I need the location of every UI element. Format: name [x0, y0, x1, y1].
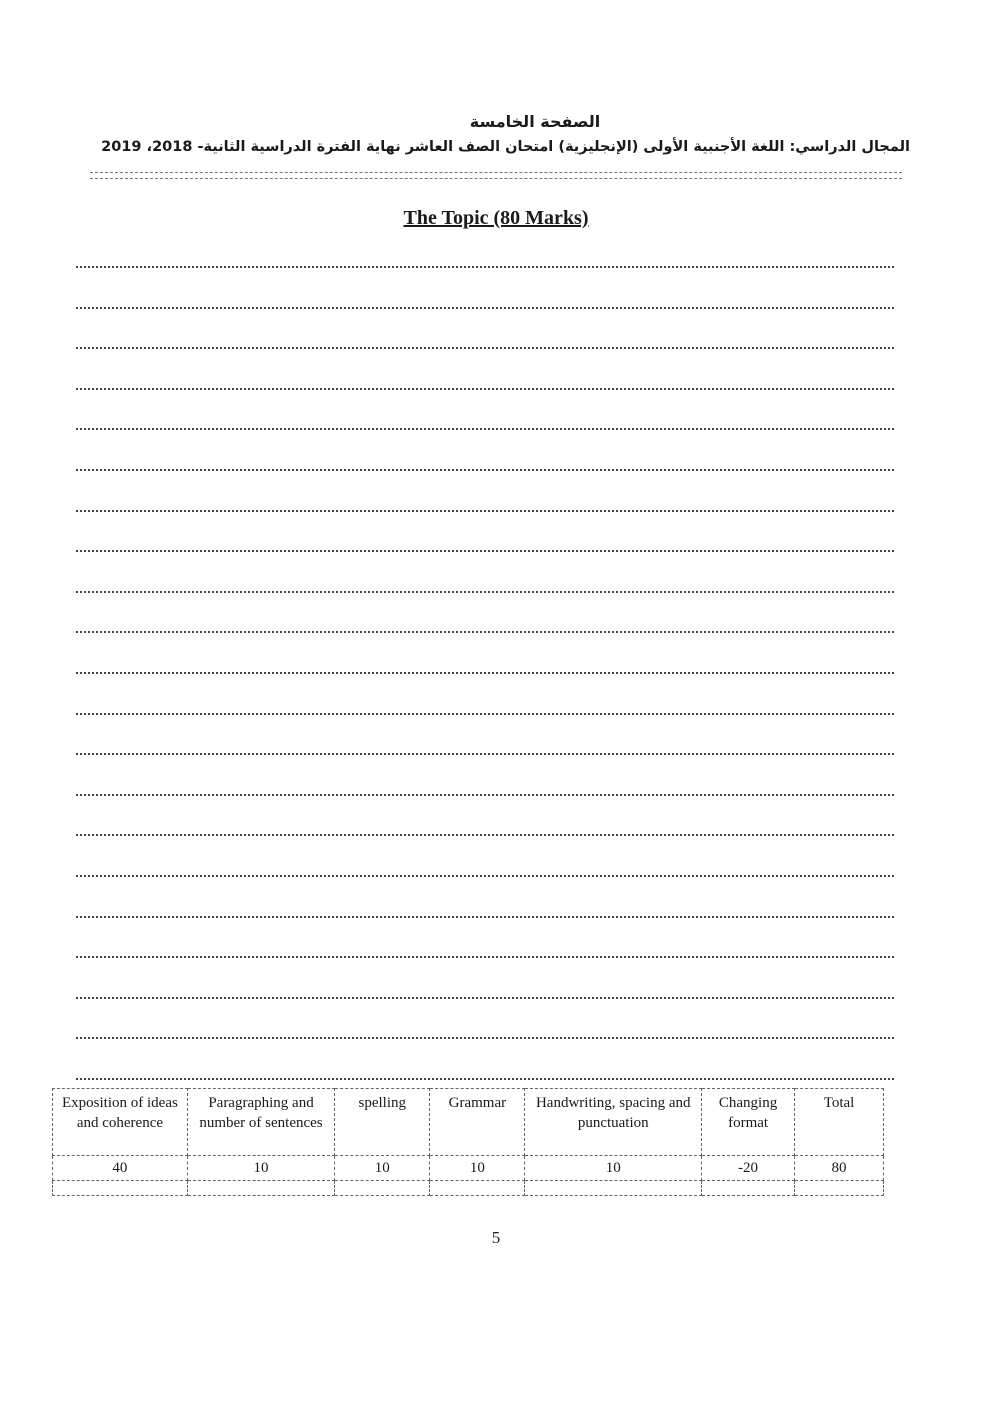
writing-line[interactable] [76, 428, 894, 430]
header-changing-format: Changing format [702, 1089, 795, 1156]
writing-line[interactable] [76, 266, 894, 268]
writing-line[interactable] [76, 550, 894, 552]
value-handwriting: 10 [525, 1156, 702, 1181]
marks-table-values-row [53, 1156, 884, 1181]
writing-line[interactable] [76, 875, 894, 877]
writing-line[interactable] [76, 307, 894, 309]
header-rule [90, 172, 902, 173]
writing-line[interactable] [76, 713, 894, 715]
marks-table-header-row [53, 1089, 884, 1156]
header-spelling: spelling [335, 1089, 430, 1156]
writing-line[interactable] [76, 956, 894, 958]
header-exposition: Exposition of ideas and coherence [53, 1089, 188, 1156]
page-header [80, 112, 910, 155]
header-handwriting: Handwriting, spacing and punctuation [525, 1089, 702, 1156]
writing-line[interactable] [76, 347, 894, 349]
score-cell[interactable] [53, 1181, 188, 1196]
score-cell[interactable] [795, 1181, 884, 1196]
value-total: 80 [795, 1156, 884, 1181]
score-cell[interactable] [702, 1181, 795, 1196]
header-total: Total [795, 1089, 884, 1156]
writing-line[interactable] [76, 834, 894, 836]
value-spelling: 10 [335, 1156, 430, 1181]
writing-line[interactable] [76, 510, 894, 512]
subject-line: المجال الدراسي: اللغة الأجنبية الأولى (الإنجليزية) امتحان الصف العاشر نهاية الفترة الدراسية الثانية- 2018، 2019 [101, 139, 910, 155]
marks-table-score-row [53, 1181, 884, 1196]
writing-line[interactable] [76, 1078, 894, 1080]
header-grammar: Grammar [430, 1089, 525, 1156]
value-changing-format: -20 [702, 1156, 795, 1181]
page-label-arabic: الصفحة الخامسة [469, 112, 601, 131]
writing-line[interactable] [76, 753, 894, 755]
writing-line[interactable] [76, 1037, 894, 1039]
page-number: 5 [491, 1228, 501, 1247]
header-paragraphing: Paragraphing and number of sentences [187, 1089, 334, 1156]
writing-line[interactable] [76, 916, 894, 918]
value-paragraphing: 10 [187, 1156, 334, 1181]
value-exposition: 40 [53, 1156, 188, 1181]
topic-title: The Topic (80 Marks) [403, 207, 589, 229]
writing-line[interactable] [76, 672, 894, 674]
score-cell[interactable] [430, 1181, 525, 1196]
writing-line[interactable] [76, 388, 894, 390]
score-cell[interactable] [525, 1181, 702, 1196]
writing-line[interactable] [76, 631, 894, 633]
header-rule-second [90, 178, 902, 179]
marks-table [52, 1088, 884, 1196]
writing-line[interactable] [76, 591, 894, 593]
writing-line[interactable] [76, 469, 894, 471]
writing-line[interactable] [76, 997, 894, 999]
score-cell[interactable] [187, 1181, 334, 1196]
value-grammar: 10 [430, 1156, 525, 1181]
score-cell[interactable] [335, 1181, 430, 1196]
writing-line[interactable] [76, 794, 894, 796]
